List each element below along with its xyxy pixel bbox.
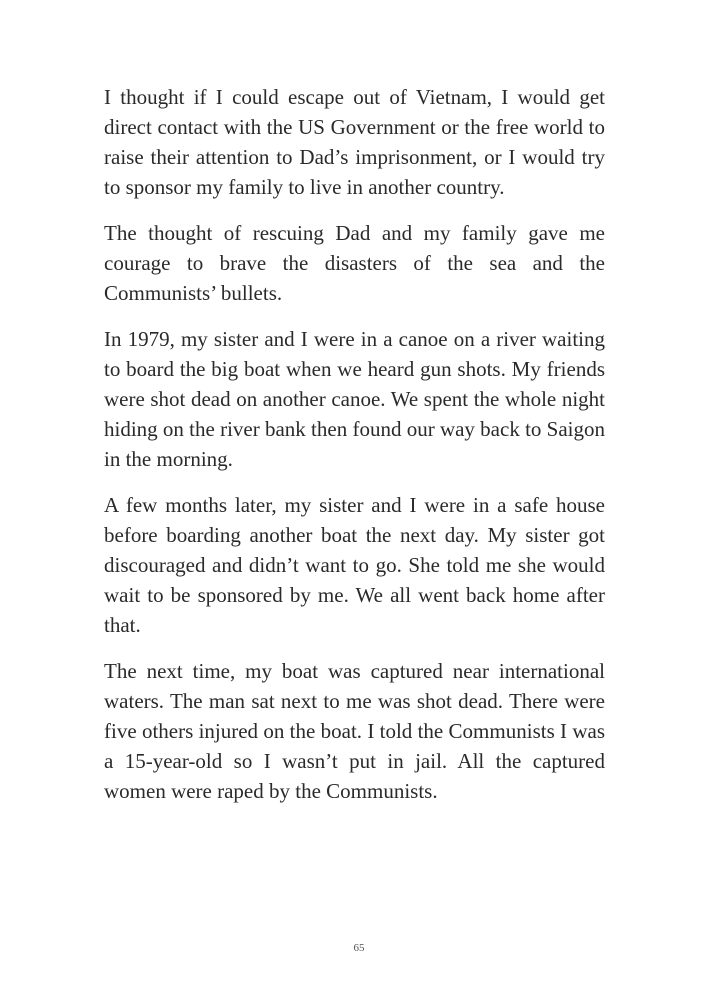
paragraph-rescue-courage: The thought of rescuing Dad and my family gave me courage to brave the disasters of the sea and the Communists’ bullets. [104, 221, 605, 305]
body-text [104, 82, 605, 822]
page-number: 65 [353, 942, 365, 954]
paragraph-boat-captured: The next time, my boat was captured near international waters. The man sat next to me was shot dead. There were five others injured on the boat. I told the Communists I was a 15-year-old so I wasn’t put in jail. All the captured women were raped by the Communists. [104, 659, 605, 803]
paragraph-1979-canoe: In 1979, my sister and I were in a canoe on a river waiting to board the big boat when we heard gun shots. My friends were shot dead on another canoe. We spent the whole night hiding on the river bank then found our way back to Saigon in the morning. [104, 327, 605, 471]
paragraph-safe-house: A few months later, my sister and I were in a safe house before boarding another boat the next day. My sister got discouraged and didn’t want to go. She told me she would wait to be sponsored by me. We all went back home after that. [104, 493, 605, 637]
paragraph-escape-thought: I thought if I could escape out of Vietnam, I would get direct contact with the US Government or the free world to raise their attention to Dad’s imprisonment, or I would try to sponsor my family to live in another country. [104, 85, 605, 199]
